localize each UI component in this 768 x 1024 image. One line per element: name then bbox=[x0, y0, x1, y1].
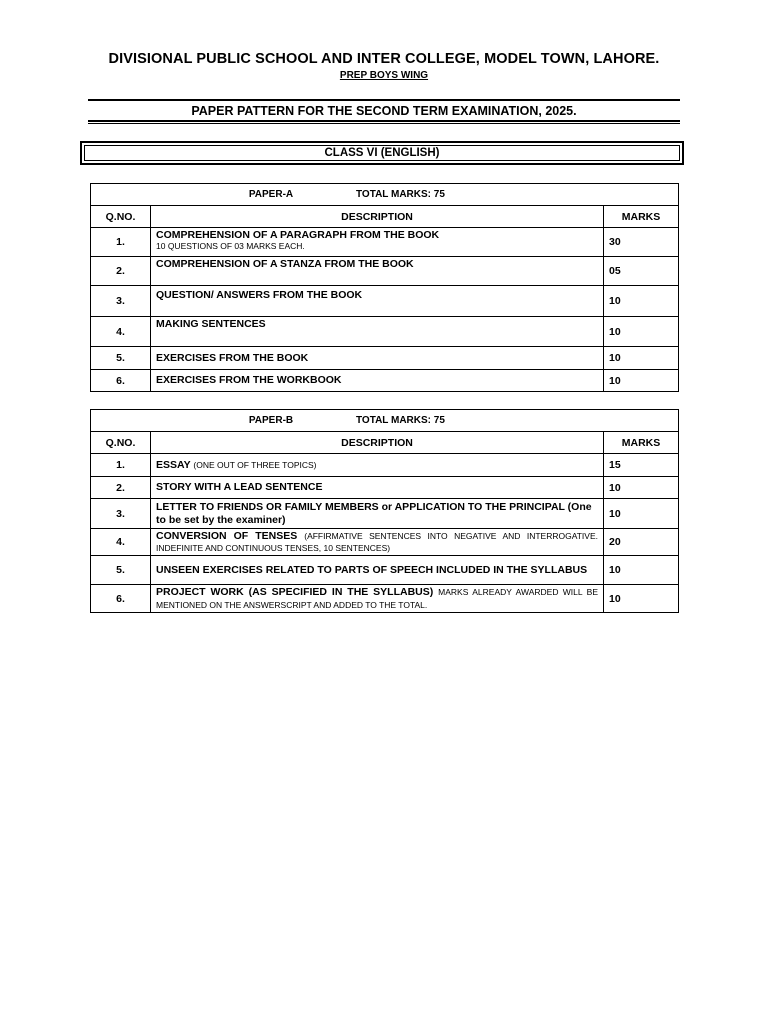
description-title: PROJECT WORK (AS SPECIFIED IN THE SYLLABUS) bbox=[156, 586, 434, 599]
wing-label bbox=[80, 70, 688, 81]
paper-b-name: PAPER-B bbox=[248, 415, 294, 426]
table-row bbox=[91, 370, 679, 392]
paper-a-table bbox=[90, 183, 679, 392]
marks-cell: 05 bbox=[604, 257, 679, 286]
description-cell: QUESTION/ ANSWERS FROM THE BOOK bbox=[151, 286, 604, 317]
col-description: DESCRIPTION bbox=[151, 206, 604, 228]
marks-cell: 10 bbox=[604, 499, 679, 529]
description-title: CONVERSION OF TENSES bbox=[156, 529, 298, 542]
table-row bbox=[91, 228, 679, 257]
table-row bbox=[91, 347, 679, 370]
qno-cell: 4. bbox=[91, 529, 151, 556]
description-cell: STORY WITH A LEAD SENTENCE bbox=[151, 477, 604, 499]
qno-cell: 5. bbox=[91, 556, 151, 585]
description-cell bbox=[151, 454, 604, 477]
divider-top bbox=[88, 99, 680, 101]
col-marks: MARKS bbox=[604, 432, 679, 454]
table-row bbox=[91, 499, 679, 529]
description-note: (AFFIRMATIVE SENTENCES INTO NEGATIVE AND INTERROGATIVE. INDEFINITE AND CONTINUOUS TENSES, 10 SENTENCES) bbox=[156, 530, 598, 553]
marks-cell: 30 bbox=[604, 228, 679, 257]
table-row bbox=[91, 477, 679, 499]
col-description: DESCRIPTION bbox=[151, 432, 604, 454]
qno-cell: 3. bbox=[91, 286, 151, 317]
school-title: DIVISIONAL PUBLIC SCHOOL AND INTER COLLEGE, MODEL TOWN, LAHORE. bbox=[108, 51, 660, 67]
description-cell: EXERCISES FROM THE BOOK bbox=[151, 347, 604, 370]
paper-b-column-headers bbox=[91, 432, 679, 454]
paper-a-total: TOTAL MARKS: 75 bbox=[356, 189, 445, 200]
description-cell: EXERCISES FROM THE WORKBOOK bbox=[151, 370, 604, 392]
table-row bbox=[91, 454, 679, 477]
description-cell: UNSEEN EXERCISES RELATED TO PARTS OF SPEECH INCLUDED IN THE SYLLABUS bbox=[151, 556, 604, 585]
col-qno: Q.NO. bbox=[91, 206, 151, 228]
qno-cell: 2. bbox=[91, 477, 151, 499]
class-label: CLASS VI (ENGLISH) bbox=[84, 145, 680, 161]
qno-cell: 6. bbox=[91, 370, 151, 392]
wing-text: PREP BOYS WING bbox=[339, 70, 429, 81]
description-note: MARKS ALREADY AWARDED WILL BE MENTIONED ON THE ANSWERSCRIPT AND ADDED TO THE TOTAL. bbox=[156, 587, 598, 610]
pattern-title: PAPER PATTERN FOR THE SECOND TERM EXAMINATION, 2025. bbox=[191, 104, 577, 118]
marks-cell: 20 bbox=[604, 529, 679, 556]
qno-cell: 6. bbox=[91, 585, 151, 613]
paper-a-heading bbox=[91, 184, 679, 206]
table-row bbox=[91, 317, 679, 347]
description-cell bbox=[151, 228, 604, 257]
paper-b-heading bbox=[91, 410, 679, 432]
description-title: COMPREHENSION OF A PARAGRAPH FROM THE BOOK bbox=[156, 229, 440, 241]
description-note: 10 QUESTIONS OF 03 MARKS EACH. bbox=[156, 241, 305, 252]
description-cell: MAKING SENTENCES bbox=[151, 317, 604, 347]
divider-bottom-thin bbox=[88, 123, 680, 124]
qno-cell: 2. bbox=[91, 257, 151, 286]
divider-bottom bbox=[88, 120, 680, 122]
table-row bbox=[91, 556, 679, 585]
marks-cell: 10 bbox=[604, 477, 679, 499]
marks-cell: 10 bbox=[604, 286, 679, 317]
table-row bbox=[91, 529, 679, 556]
marks-cell: 10 bbox=[604, 585, 679, 613]
description-note: (ONE OUT OF THREE TOPICS) bbox=[193, 459, 317, 470]
col-marks: MARKS bbox=[604, 206, 679, 228]
paper-b-total: TOTAL MARKS: 75 bbox=[356, 415, 445, 426]
marks-cell: 10 bbox=[604, 317, 679, 347]
qno-cell: 3. bbox=[91, 499, 151, 529]
qno-cell: 1. bbox=[91, 454, 151, 477]
qno-cell: 5. bbox=[91, 347, 151, 370]
description-cell: COMPREHENSION OF A STANZA FROM THE BOOK bbox=[151, 257, 604, 286]
marks-cell: 10 bbox=[604, 370, 679, 392]
col-qno: Q.NO. bbox=[91, 432, 151, 454]
marks-cell: 15 bbox=[604, 454, 679, 477]
paper-a-name: PAPER-A bbox=[248, 189, 294, 200]
table-row bbox=[91, 286, 679, 317]
table-row bbox=[91, 257, 679, 286]
qno-cell: 4. bbox=[91, 317, 151, 347]
paper-a-column-headers bbox=[91, 206, 679, 228]
marks-cell: 10 bbox=[604, 556, 679, 585]
description-cell bbox=[151, 529, 604, 556]
marks-cell: 10 bbox=[604, 347, 679, 370]
description-cell: LETTER TO FRIENDS OR FAMILY MEMBERS or APPLICATION TO THE PRINCIPAL (One to be set by the examiner) bbox=[151, 499, 604, 529]
class-box bbox=[80, 141, 684, 165]
qno-cell: 1. bbox=[91, 228, 151, 257]
description-title: ESSAY bbox=[156, 458, 191, 471]
table-row bbox=[91, 585, 679, 613]
description-cell bbox=[151, 585, 604, 613]
paper-b-table bbox=[90, 409, 679, 613]
